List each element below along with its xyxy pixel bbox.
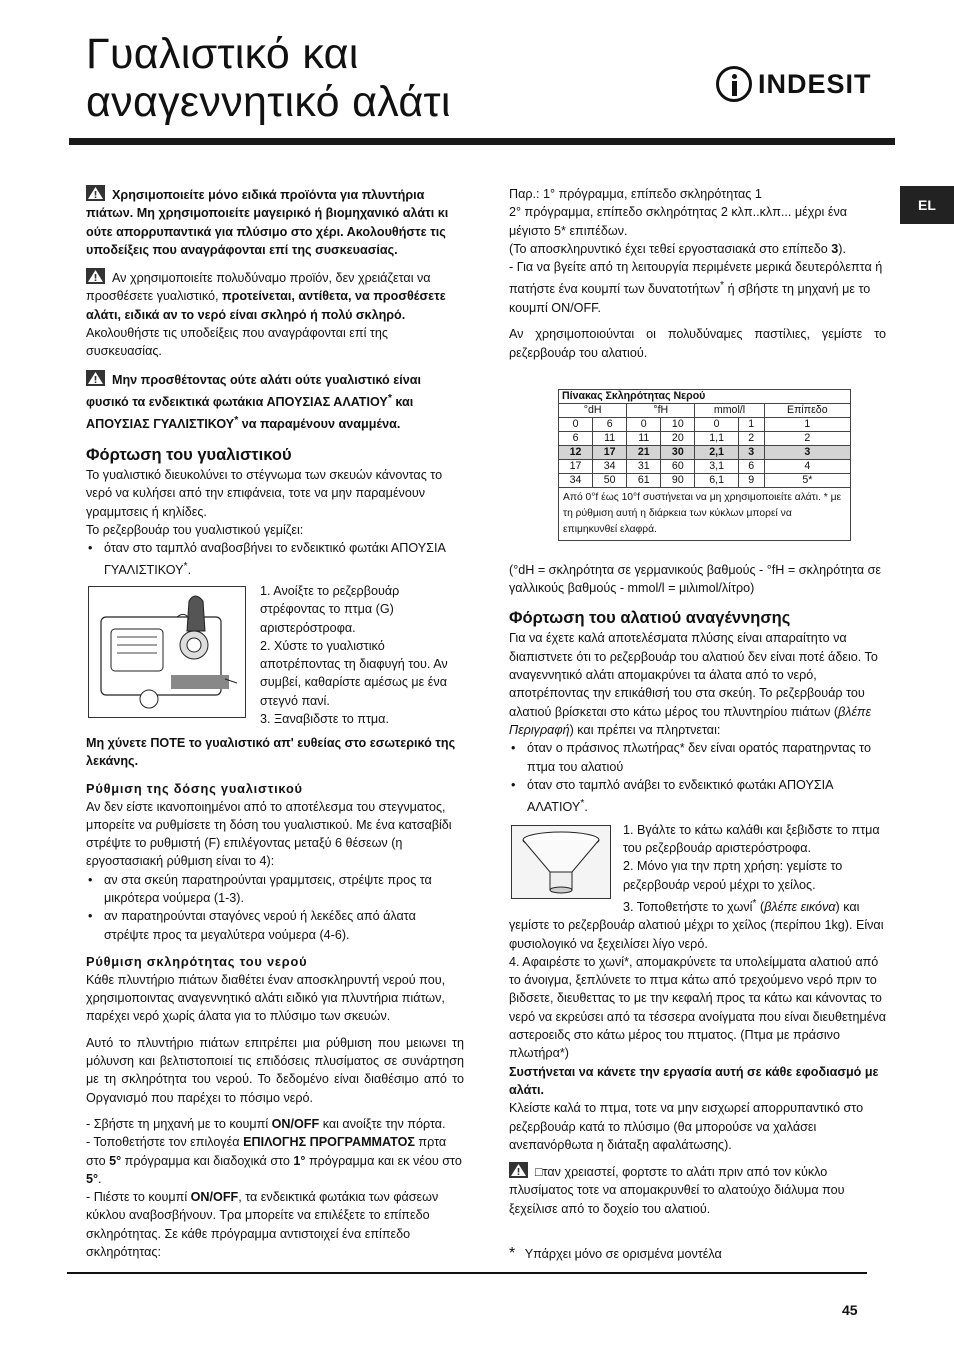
example-text: (Το αποσκληρυντικό έχει τεθεί εργοστασιακά στο επίπεδο [509,241,828,256]
step-text: και ανοίξτε την πόρτα. [322,1116,446,1131]
units-note: (°dH = σκληρότητα σε γερμανικούς βαθμούς - °fH = σκληρότητα σε γαλλικούς βαθμούς - mmol/l = μιλιmol/λίτρο) [509,562,882,596]
table-cell: 31 [627,459,661,473]
step-text: πρόγραμμα και διαδοχικά στο [124,1153,290,1168]
asterisk: * [720,279,725,292]
asterisk: * [387,391,392,404]
hardness-paragraph-2: Αυτό το πλυντήριο πιάτων επιτρέπει μια ρύθμιση που μειωνει τη μόλυνση και βελτιστοποιεί τις επιδόσεις πλυσίματος σε συνάρτηση με τη σκληρότητα του νερού. Το δεδομένο είναι διαθέσιμο από το Οργανισμό που παρέχει το πόσιμο νερό. [86,1035,464,1105]
table-cell: 61 [627,473,661,487]
table-cell: 6,1 [695,473,738,487]
logo-text: INDESIT [758,69,872,99]
list-item: • όταν στο ταμπλό αναβοσβήνει το ενδεικτικό φωτάκι ΑΠΟΥΣΙΑ ΓΥΑΛΙΣΤΙΚΟΥ*. [86,539,464,580]
list-item: • όταν στο ταμπλό ανάβει το ενδεικτικό φωτάκι ΑΠΟΥΣΙΑ ΑΛΑΤΙΟΥ*. [509,776,886,817]
step-text: 3. Τοποθετήστε το χωνί [623,899,753,914]
table-cell: 1,1 [695,431,738,445]
list-item: • αν παρατηρούνται σταγόνες νερού ή λεκέδες από άλατα στρέψτε προς τα μεγαλύτερα νούμερα (4-6). [86,907,464,944]
warning-2-text-c: Ακολουθήστε τις υποδείξεις που αναγράφονται επί της συσκευασίας. [86,326,388,359]
footnote [509,1245,722,1263]
table-cell: 1 [764,417,850,431]
warning-3-text-b: και ΑΠΟΥΣΙΑΣ ΓΥΑΛΙΣΤΙΚΟΥ [86,395,414,432]
step-text: , τα ενδεικτικά φωτάκια των φάσεων κύκλου αναβοσβήνουν. Τρα μπορείτε να επιλέξετε το επίπεδο σκληρότητας. Σε κάθε πρόγραμμα αντιστοιχεί ένα επίπεδο σκληρότητας: [86,1190,439,1260]
table-caption: Πίνακας Σκληρότητας Νερού [559,389,851,403]
example-line-1: Παρ.: 1° πρόγραμμα, επίπεδο σκληρότητας 1 [509,187,762,201]
table-cell: 2 [738,431,764,445]
rinse-aid-fill-intro: Το ρεζερβουάρ του γυαλιστικού γεμίζει: [86,522,304,537]
table-cell: 34 [559,473,593,487]
salt-tip-text: □ταν χρειαστεί, φορτστε το αλάτι πριν από τον κύκλο πλυσίματος τοτε να απομακρυνθεί το αλατούχο διάλυμα που ξεχείλισε από το δοχείο του αλατιού. [509,1165,845,1216]
step-text: πρόγραμμα και εκ νέου στο [308,1153,462,1168]
table-cell: 17 [559,459,593,473]
table-cell: 10 [661,417,695,431]
warning-icon [86,370,105,386]
rinse-aid-paragraph: Το γυαλιστικό διευκολύνει το στέγνωμα των σκευών κάνοντας το νερό να κυλήσει από την επιφάνεια, τοτε να μην παραμένουν γραμμτσεις ή κηλίδες. [86,467,443,519]
warning-icon [86,185,105,201]
step-text: - Σβήστε τη μηχανή με το κουμπί [86,1116,269,1131]
hardness-step-3 [86,1188,464,1261]
table-row [559,431,851,445]
table-cell: 3 [764,445,850,459]
table-cell: 11 [627,431,661,445]
table-header: °fH [627,403,695,417]
table-cell: 21 [627,445,661,459]
salt-step-4: 4. Αφαιρέστε το χωνί*, απομακρύνετε τα υπολείμματα αλατιού από το άνοιγμα, ξεπλύνετε το πτμα κάτω από τρεχούμενο νερό πριν το βιδσετε, διευθεττας το με την κεφαλή προς τα κάτω και κάνοντας το νερό να εκρεύσει από τα τέσσερα ανοίγματα που είναι διευθετημένα αστεροειδς στο κάτω μέρος του πτματος. (Πτμα με πράσινο πλωτήρα*) [509,954,886,1061]
table-row-highlighted [559,445,851,459]
table-cell: 12 [559,445,593,459]
warning-3 [86,370,464,434]
hardness-step-2: - Τοποθετήστε τον επιλογέα ΕΠΙΛΟΓΗΣ ΠΡΟΓΡΑΜΜΑΤΟΣ πρτα στο 5° πρόγραμμα και διαδοχικά στο 1° πρόγραμμα και εκ νέου στο 5°. [86,1135,462,1186]
list-item: • όταν ο πράσινος πλωτήρας* δεν είναι ορατός παρατηρντας το πτμα του αλατιού [509,739,886,776]
salt-warning: Συστήνεται να κάνετε την εργασία αυτή σε κάθε εφοδιασμό με αλάτι. [509,1064,879,1097]
table-cell: 4 [764,459,850,473]
table-cell: 0 [695,417,738,431]
warning-3-text-c: να παραμένουν αναμμένα. [241,417,401,432]
salt-tip [509,1162,886,1218]
indesit-logo [716,66,872,110]
table-cell: 6 [593,417,627,431]
table-cell: 5* [764,473,850,487]
table-note: Από 0°f έως 10°f συστήνεται να μη χρησιμοποιείτε αλάτι. * με τη ρύθμιση αυτή η διάρκεια των κύκλων μπορεί να επιμηκυνθεί ελαφρά. [559,487,851,540]
salt-step-2: 2. Μόνο για την πρτη χρήση: γεμίστε το ρεζερβουάρ νερού μέχρι το χείλος. [623,859,843,892]
hardness-step-1 [86,1115,464,1133]
asterisk: * [580,797,585,810]
page-title-line1: Γυαλιστικό και [86,30,359,78]
page-title [86,30,451,126]
table-cell: 3 [738,445,764,459]
rinse-aid-dispenser-illustration [88,586,246,718]
salt-steps-block [509,821,886,1063]
tablets-paragraph: Αν χρησιμοποιούνται οι πολυδύναμες παστίλιες, γεμίστε το ρεζερβουάρ του αλατιού. [509,327,886,360]
step-text: και γεμίστε το ρεζερβουάρ αλατιού μέχρι το χείλος (περίπου 1kg). Είναι φυσιολογικό να ξεχειλίσει λίγο νερό. [509,899,884,951]
salt-step-1: 1. Βγάλτε το κάτω καλάθι και ξεβιδστε το πτμα του ρεζερβουάρ αριστερόστροφα. [623,822,880,855]
table-cell: 50 [593,473,627,487]
warning-icon [509,1162,528,1178]
footnote-text: Υπάρχει μόνο σε ορισμένα μοντέλα [524,1247,722,1261]
table-row [559,417,851,431]
example-text: ή σβήστε τη μηχανή με το κουμπί ON/OFF. [509,282,871,315]
step-link-text: βλέπε εικόνα [764,899,836,914]
page-title-line2: αναγεννητικό αλάτι [86,78,451,126]
example-text: - Για να βγείτε από τη λειτουργία περιμένετε μερικά δευτερόλεπτα ή πατήστε ένα κουμπί των δυνατοτήτων [509,260,883,297]
table-cell: 6 [738,459,764,473]
rinse-aid-heading: Φόρτωση του γυαλιστικού [86,445,292,464]
table-cell: 0 [627,417,661,431]
step-text: πρτα στο [86,1135,447,1168]
warning-1-text: Χρησιμοποιείτε μόνο ειδικά προϊόντα για πλυντήρια πιάτων. Μη χρησιμοποιείτε μαγειρικό ή βιομηχανικό αλάτι κι ούτε απορρυπαντικά για πλύσιμο στο χέρι. Ακολουθήστε τις υποδείξεις που αναγράφονται επί της συσκευασίας. [86,188,449,257]
language-tab: EL [900,186,954,224]
salt-funnel-illustration [511,825,611,899]
warning-3-text-a: Μην προσθέτοντας ούτε αλάτι ούτε γυαλιστικό είναι φυσικό τα ενδεικτικά φωτάκια ΑΠΟΥΣΙΑΣ ΑΛΑΤΙΟΥ [86,372,421,410]
salt-link-text: βλέπε Περιγραφή [509,704,872,737]
rinse-aid-warning: Μη χύνετε ΠΟΤΕ το γυαλιστικό απ' ευθείας στο εσωτερικό της λεκάνης. [86,735,456,769]
step-key: ON/OFF [190,1190,239,1205]
table-header: Επίπεδο [764,403,850,417]
page-number: 45 [842,1302,858,1318]
table-header: mmol/l [695,403,764,417]
salt-paragraph [509,629,886,739]
warning-2 [86,268,464,360]
table-cell: 0 [559,417,593,431]
rinse-aid-steps: 1. Ανοίξτε το ρεζερβουάρ στρέφοντας το πτμα (G) αριστερόστροφα. 2. Χύστε το γυαλιστικό αποτρέποντας τη διαφυγή του. Αν συμβεί, καθαρίστε αμέσως με ένα στεγνό πανί. 3. Ξαναβιδστε το πτμα. [260,583,448,726]
asterisk: * [509,1245,516,1262]
asterisk: * [752,896,757,909]
right-column [509,185,886,1218]
salt-list [509,739,886,816]
step-text: - Τοποθετήστε τον επιλογέα [86,1135,240,1150]
rinse-aid-steps-block [86,582,464,734]
table-cell: 17 [593,445,627,459]
table-cell: 60 [661,459,695,473]
table-header: °dH [559,403,627,417]
warning-2-text-a: Αν χρησιμοποιείτε πολυδύναμο προϊόν, δεν χρειάζεται να προσθέσετε γυαλιστικό, [86,271,431,304]
step-key: 5° [86,1171,99,1186]
table-cell: 3,1 [695,459,738,473]
example-line-3 [509,240,886,258]
warning-icon [86,268,105,284]
table-cell: 9 [738,473,764,487]
example-text: ). [838,241,846,256]
left-column [86,185,464,1261]
hardness-heading: Ρύθμιση σκληρότητας του νερού [86,953,308,969]
asterisk: * [183,560,188,573]
salt-heading: Φόρτωση του αλατιού αναγέννησης [509,609,791,628]
table-cell: 11 [593,431,627,445]
step-text: - Πιέστε το κουμπί [86,1190,188,1205]
table-cell: 6 [559,431,593,445]
table-cell: 34 [593,459,627,473]
step-key: ON/OFF [271,1116,320,1131]
dose-heading: Ρύθμιση της δόσης γυαλιστικού [86,780,303,796]
table-row [559,459,851,473]
salt-close-paragraph: Κλείστε καλά το πτμα, τοτε να μην εισχωρεί απορρυπαντικό στο ρεζερβουάρ κατά το πλύσιμο (θα μπορούσε να χαλάσει ανεπανόρθωτα η διάταξη αφαλάτωσης). [509,1101,864,1152]
dose-paragraph: Αν δεν είστε ικανοποιημένοι από το αποτέλεσμα του στεγνματος, μπορείτε να ρυθμίσετε τη δόση του γυαλιστικού. Με ένα κατσαβίδι στρέψτε το ρυθμιστή (F) επιλέγοντας μεταξύ 6 θέσεων (η εργοστασιακή ρύθμιση είναι το 4): [86,799,452,869]
example-level: 3 [831,241,839,256]
warning-1 [86,185,464,259]
step-key: 5° [109,1153,122,1168]
asterisk: * [234,414,239,427]
table-cell: 30 [661,445,695,459]
list-item-text: όταν στο ταμπλό αναβοσβήνει το ενδεικτικό φωτάκι ΑΠΟΥΣΙΑ ΓΥΑΛΙΣΤΙΚΟΥ [104,541,446,578]
hardness-table [558,389,851,541]
footer-divider [67,1272,867,1274]
logo-i-icon [716,66,752,102]
example-line-2: 2° πρόγραμμα, επίπεδο σκληρότητας 2 κλπ..κλπ... μέχρι ένα μέγιστο 5* επιπέδων. [509,205,848,238]
hardness-table-wrap [558,389,886,541]
example-line-4 [509,258,886,317]
table-cell: 90 [661,473,695,487]
salt-step-3: 3. Τοποθετήστε το χωνί* (βλέπε εικόνα) και γεμίστε το ρεζερβουάρ αλατιού μέχρι το χείλος (περίπου 1kg). Είναι φυσιολογικό να ξεχειλίσει λίγο νερό. [509,896,884,951]
step-key: 1° [293,1153,306,1168]
warning-2-text-b: προτείνεται, αντίθετα, να προσθέσετε αλάτι, ειδικά αν το νερό είναι σκληρό ή πολύ σκληρό. [86,289,446,322]
header-divider [69,138,895,145]
rinse-aid-list [86,539,464,580]
table-cell: 20 [661,431,695,445]
list-item: • αν στα σκεύη παρατηρούνται γραμμτσεις, στρέψτε προς τα μικρότερα νούμερα (1-3). [86,871,464,908]
salt-text: ) και πρέπει να πληρτνεται: [569,722,721,737]
step-key: ΕΠΙΛΟΓΗΣ ΠΡΟΓΡΑΜΜΑΤΟΣ [243,1135,415,1150]
table-row [559,473,851,487]
hardness-paragraph-1: Κάθε πλυντήριο πιάτων διαθέτει έναν αποσκληρυντή νερού που, χρησιμοποιντας αναγεννητικό αλάτι ειδικό για πλυντήρια πιάτων, παρέχει νερό χωρίς άλατα για το πλύσιμο των σκευών. [86,972,446,1024]
table-cell: 2 [764,431,850,445]
salt-text: Για να έχετε καλά αποτελέσματα πλύσης είναι απαραίτητο να διαπιστνετε ότι το ρεζερβουάρ του αλατιού δεν είναι ποτέ άδειο. Το αναγεννητικό αλάτι απομακρύνει τα άλατα από το νερό, αποτρέποντας την επικάθισή του στα σκεύη. Το ρεζερβουάρ του αλατιού βρίσκεται στο κάτω μέρος του πλυντηρίου πιάτων ( [509,631,878,719]
dose-list [86,871,464,944]
table-cell: 1 [738,417,764,431]
table-cell: 2,1 [695,445,738,459]
list-item-text: όταν στο ταμπλό ανάβει το ενδεικτικό φωτάκι ΑΠΟΥΣΙΑ ΑΛΑΤΙΟΥ [527,777,833,815]
